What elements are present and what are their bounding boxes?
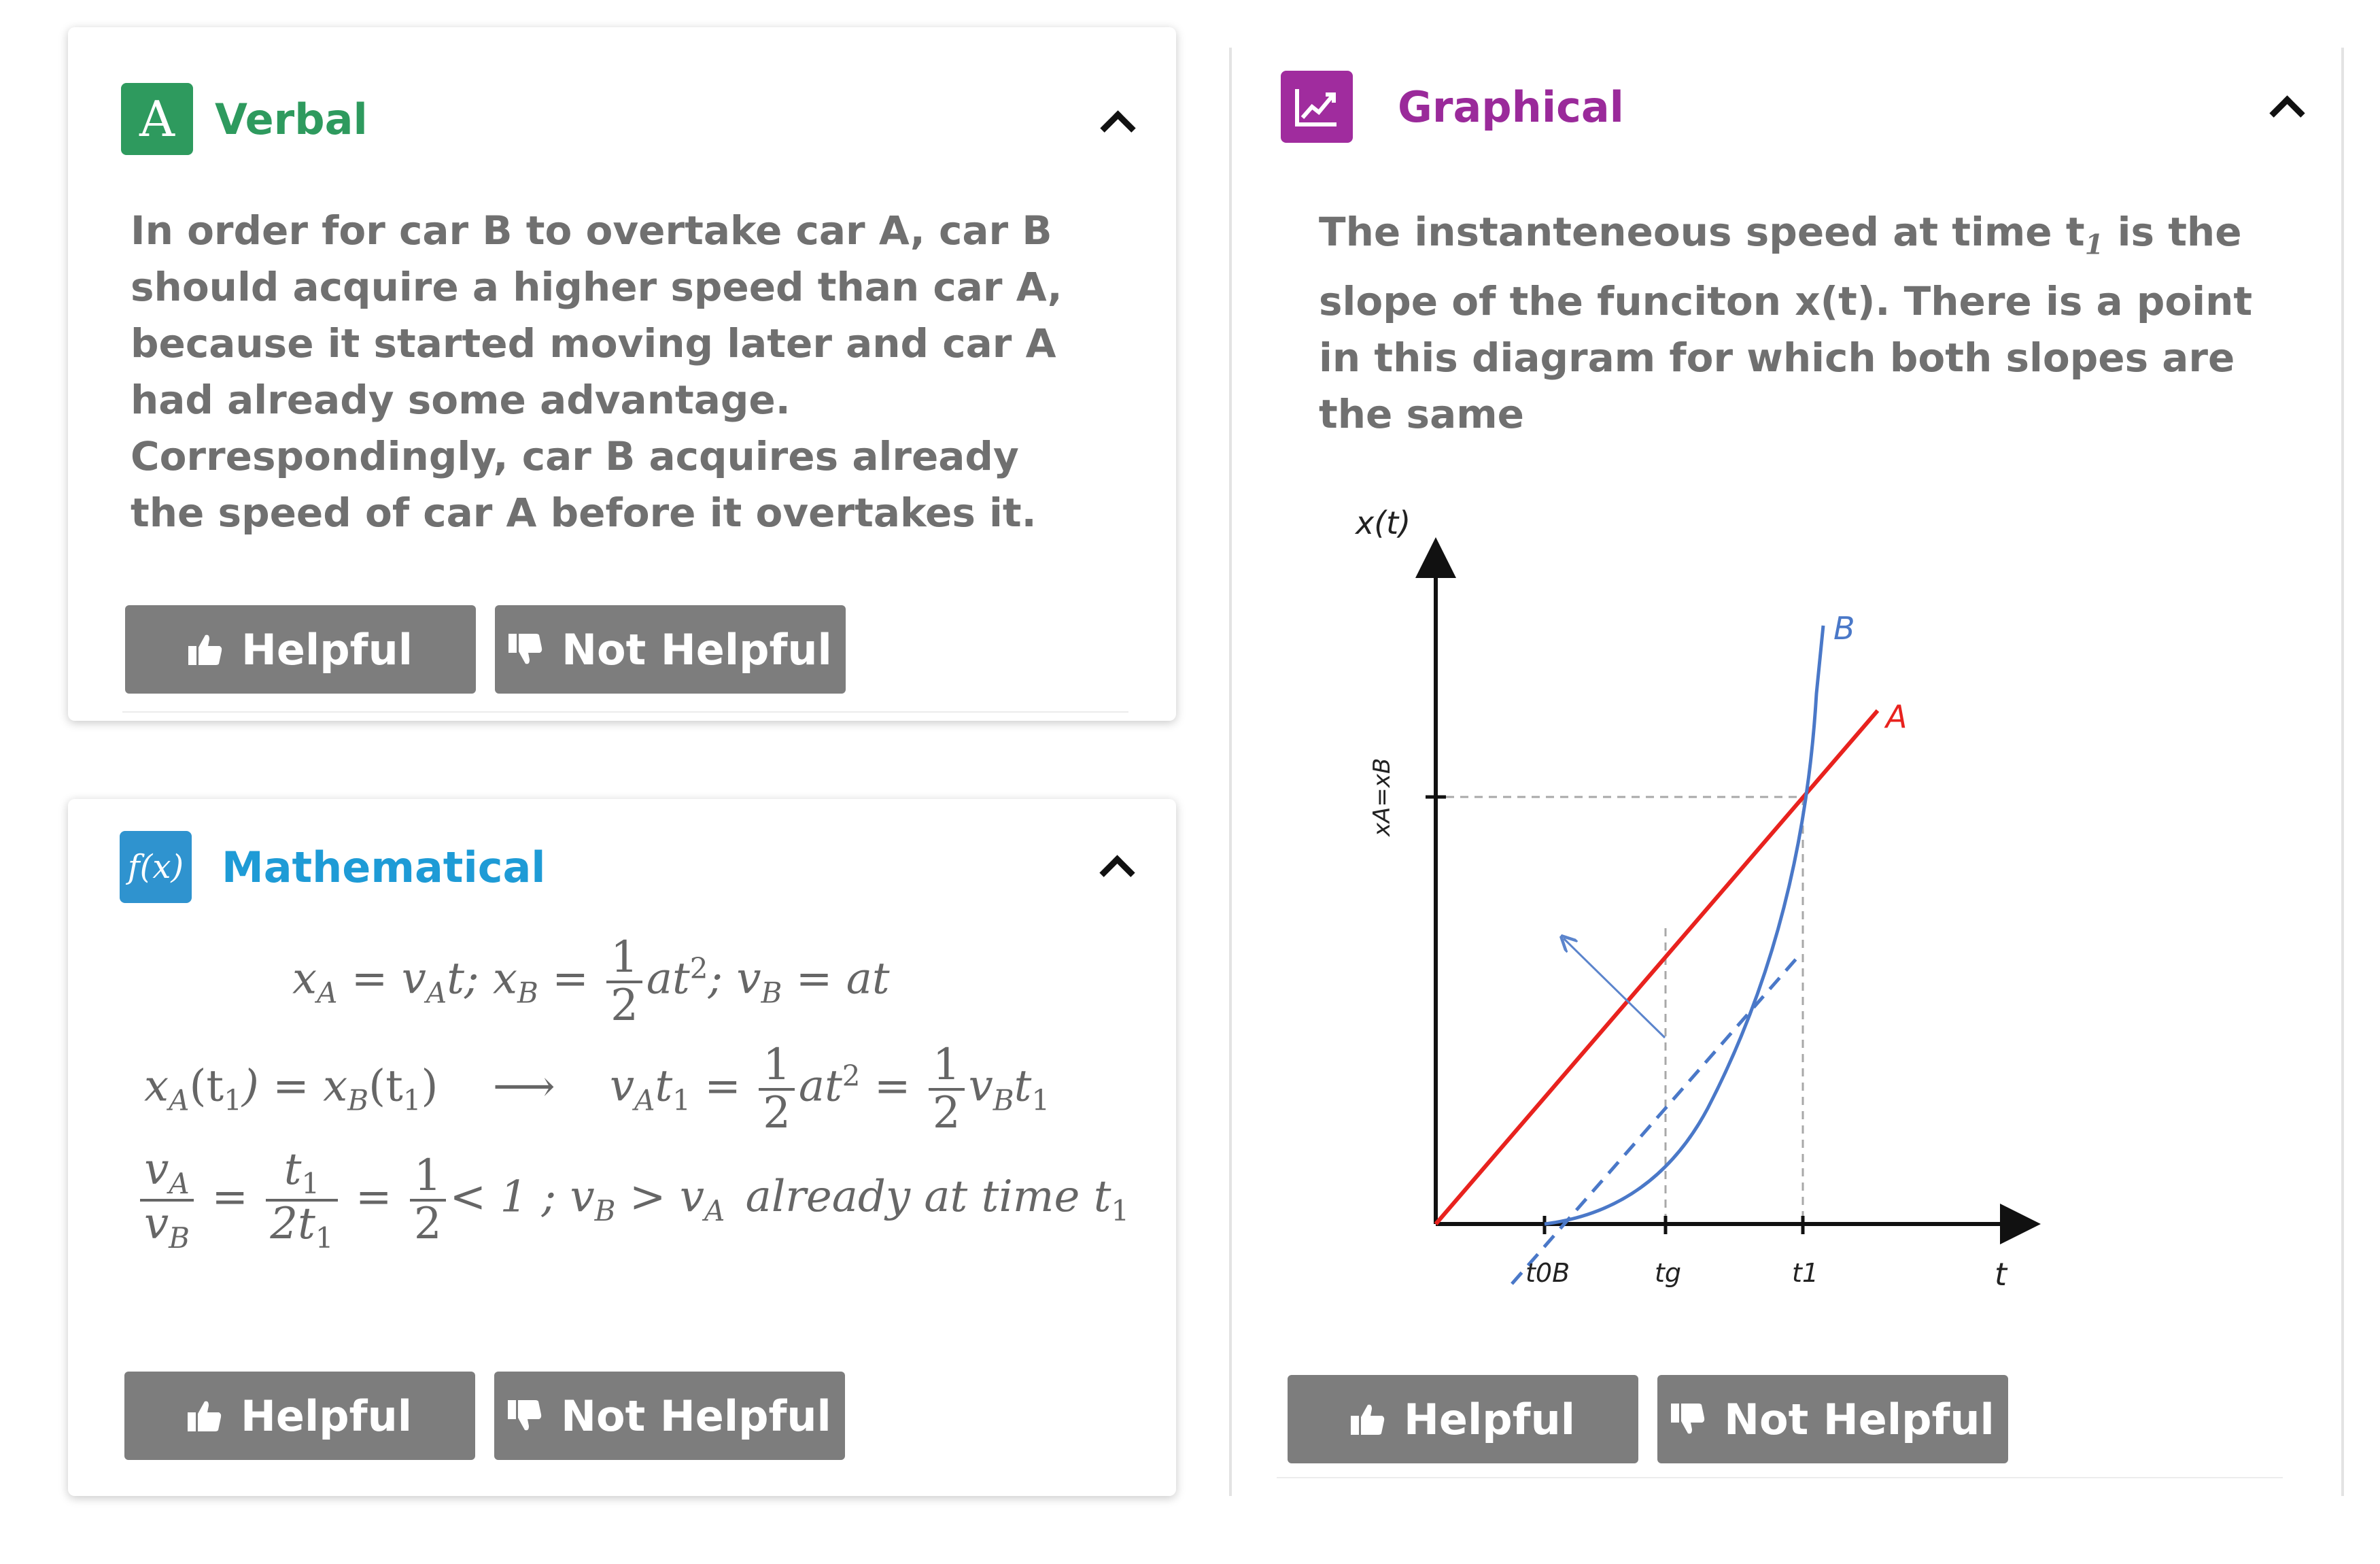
collapse-chevron-up-icon[interactable] [2269, 95, 2305, 131]
thumbs-up-icon [188, 1400, 222, 1431]
verbal-line: had already some advantage. [131, 377, 791, 423]
series-b-label: B [1833, 610, 1855, 647]
math-header[interactable] [120, 831, 546, 903]
math-helpful-button[interactable]: Helpful [124, 1372, 475, 1460]
x-tick-label-t0b: t0B [1525, 1258, 1570, 1288]
graph-card [1229, 48, 2344, 1496]
verbal-card [68, 27, 1176, 721]
thumbs-down-icon [508, 1400, 542, 1431]
function-icon: f(x) [120, 831, 192, 903]
verbal-line: In order for car B to overtake car A, car B [131, 207, 1052, 254]
graph-title: Graphical [1398, 82, 1624, 132]
thumbs-down-icon [1671, 1404, 1705, 1435]
graph-header[interactable] [1281, 71, 1624, 143]
x-tick-label-tg: tg [1655, 1258, 1682, 1288]
verbal-divider [122, 711, 1128, 713]
y-tick-label: xA=xB [1368, 758, 1396, 836]
math-not-helpful-button[interactable]: Not Helpful [494, 1372, 845, 1460]
verbal-title: Verbal [215, 94, 368, 144]
graph-line: slope of the funciton x(t). There is a point [1319, 277, 2253, 324]
chart-line-icon [1281, 71, 1353, 143]
verbal-badge-icon: A [121, 83, 193, 155]
series-b-curve [1545, 626, 1823, 1224]
position-time-chart [1327, 490, 2088, 1374]
y-axis-label: x(t) [1356, 505, 1411, 541]
verbal-header[interactable] [121, 83, 368, 155]
graph-divider [1277, 1477, 2283, 1478]
normal-arrow [1564, 938, 1665, 1038]
graph-line: the same [1319, 390, 1524, 437]
equation-positions: $x_A = v_At$; $x_B$ = $\frac{1}{2}$ $at^2$; $v_B$ = at [292, 932, 890, 1032]
graph-not-helpful-button[interactable]: Not Helpful [1657, 1375, 2008, 1463]
series-a-label: A [1886, 698, 1908, 735]
collapse-chevron-up-icon[interactable] [1099, 855, 1135, 890]
verbal-helpful-button[interactable]: Helpful [125, 605, 476, 694]
verbal-explanation [131, 203, 1063, 541]
series-a-line [1436, 711, 1878, 1224]
graph-line: The instanteneous speed at time $t_1$ is the [1319, 209, 2242, 261]
verbal-line: should acquire a higher speed than car A, [131, 264, 1063, 310]
math-card [68, 799, 1176, 1496]
collapse-chevron-up-icon[interactable] [1100, 110, 1135, 146]
math-title: Mathematical [222, 842, 546, 892]
x-tick-label-t1: t1 [1792, 1258, 1819, 1288]
thumbs-down-icon [508, 634, 542, 665]
thumbs-up-icon [188, 634, 222, 665]
verbal-line: because it started moving later and car A [131, 320, 1056, 367]
verbal-not-helpful-button[interactable]: Not Helpful [495, 605, 846, 694]
equation-speed-ratio: $\frac{v_A}{v_B}$ = $\frac{t_1}{2t_1}$ = $\frac{1}{2}$ < 1 ; $v_B > v_A$ already at time $t_1$ [136, 1147, 1129, 1253]
verbal-line: Correspondingly, car B acquires already [131, 433, 1019, 479]
verbal-line: the speed of car A before it overtakes it. [131, 490, 1037, 536]
graph-helpful-button[interactable]: Helpful [1288, 1375, 1638, 1463]
thumbs-up-icon [1351, 1404, 1385, 1435]
x-axis-label: t [1995, 1256, 2007, 1293]
graph-explanation [1319, 204, 2252, 443]
graph-line: in this diagram for which both slopes are [1319, 334, 2235, 381]
equation-meeting: $x_A(t_1) = x_B(t_1)$ ⟶ $v_At_1$ = $\frac{1}{2}$ $at^2$ = $\frac{1}{2}$ $v_Bt_1$ [144, 1040, 1050, 1139]
